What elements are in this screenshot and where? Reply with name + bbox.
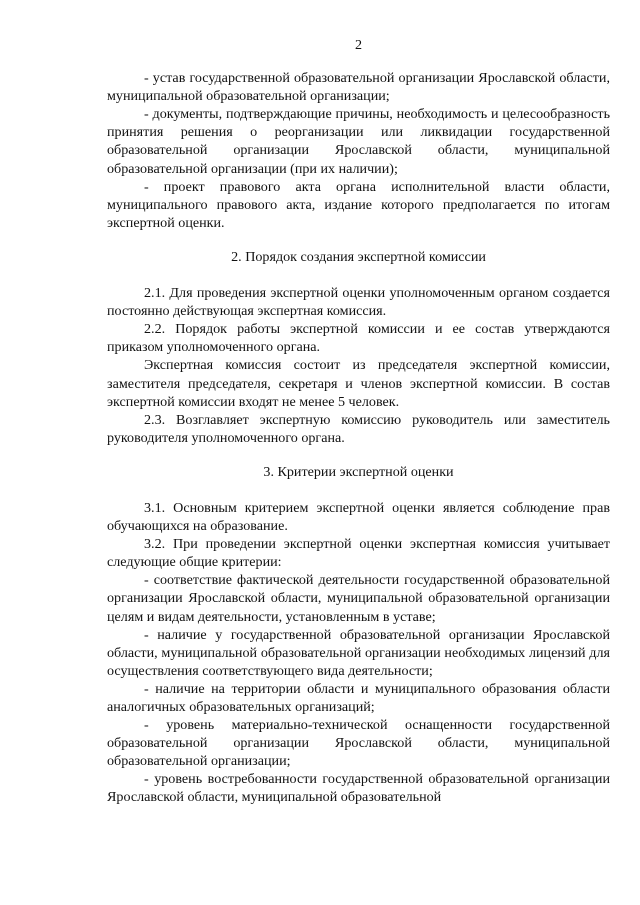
list-item: - уровень материально-технической оснащенности государственной образовательной организации Ярославской области, муниципальной образовательной организации; <box>107 717 610 770</box>
paragraph: 2.3. Возглавляет экспертную комиссию руководитель или заместитель руководителя уполномоченного органа. <box>107 411 610 446</box>
section-3-body <box>107 499 610 807</box>
paragraph: Экспертная комиссия состоит из председателя экспертной комиссии, заместителя председателя, секретаря и членов экспертной комиссии. В состав экспертной комиссии входят не менее 5 человек. <box>107 357 610 410</box>
spacer <box>107 447 610 463</box>
paragraph: 2.1. Для проведения экспертной оценки уполномоченным органом создается постоянно действующая экспертная комиссия. <box>107 285 610 320</box>
document-page <box>107 36 610 807</box>
list-item: - соответствие фактической деятельности государственной образовательной организации Ярославской области, муниципальной образовательной организации целям и видам деятельности, установленным в уставе; <box>107 572 610 625</box>
intro-list <box>107 69 610 232</box>
paragraph: 2.2. Порядок работы экспертной комиссии и ее состав утверждаются приказом уполномоченного органа. <box>107 321 610 356</box>
list-item: - устав государственной образовательной организации Ярославской области, муниципальной образовательной организации; <box>107 70 610 105</box>
list-item: - документы, подтверждающие причины, необходимость и целесообразность принятия решения о реорганизации или ликвидации государственной образовательной организации Ярославской области, муниципальной образовательной организации (при их наличии); <box>107 106 610 177</box>
spacer <box>107 481 610 499</box>
paragraph: 3.2. При проведении экспертной оценки экспертная комиссия учитывает следующие общие критерии: <box>107 536 610 571</box>
section-2-heading: 2. Порядок создания экспертной комиссии <box>231 248 486 265</box>
spacer <box>107 266 610 284</box>
section-2-body <box>107 284 610 447</box>
list-item: - проект правового акта органа исполнительной власти области, муниципального правового акта, издание которого предполагается по итогам экспертной оценки. <box>107 178 610 231</box>
paragraph: 3.1. Основным критерием экспертной оценки является соблюдение прав обучающихся на образование. <box>107 499 610 535</box>
list-item: - уровень востребованности государственной образовательной организации Ярославской области, муниципальной образовательной <box>107 771 610 806</box>
spacer <box>107 232 610 248</box>
page-number: 2 <box>354 37 363 53</box>
list-item: - наличие у государственной образовательной организации Ярославской области, муниципальной образовательной организации необходимых лицензий для осуществления соответствующего вида деятельности; <box>107 626 610 679</box>
list-item: - наличие на территории области и муниципального образования области аналогичных образовательных организаций; <box>107 680 610 715</box>
section-3-heading: 3. Критерии экспертной оценки <box>263 463 454 480</box>
